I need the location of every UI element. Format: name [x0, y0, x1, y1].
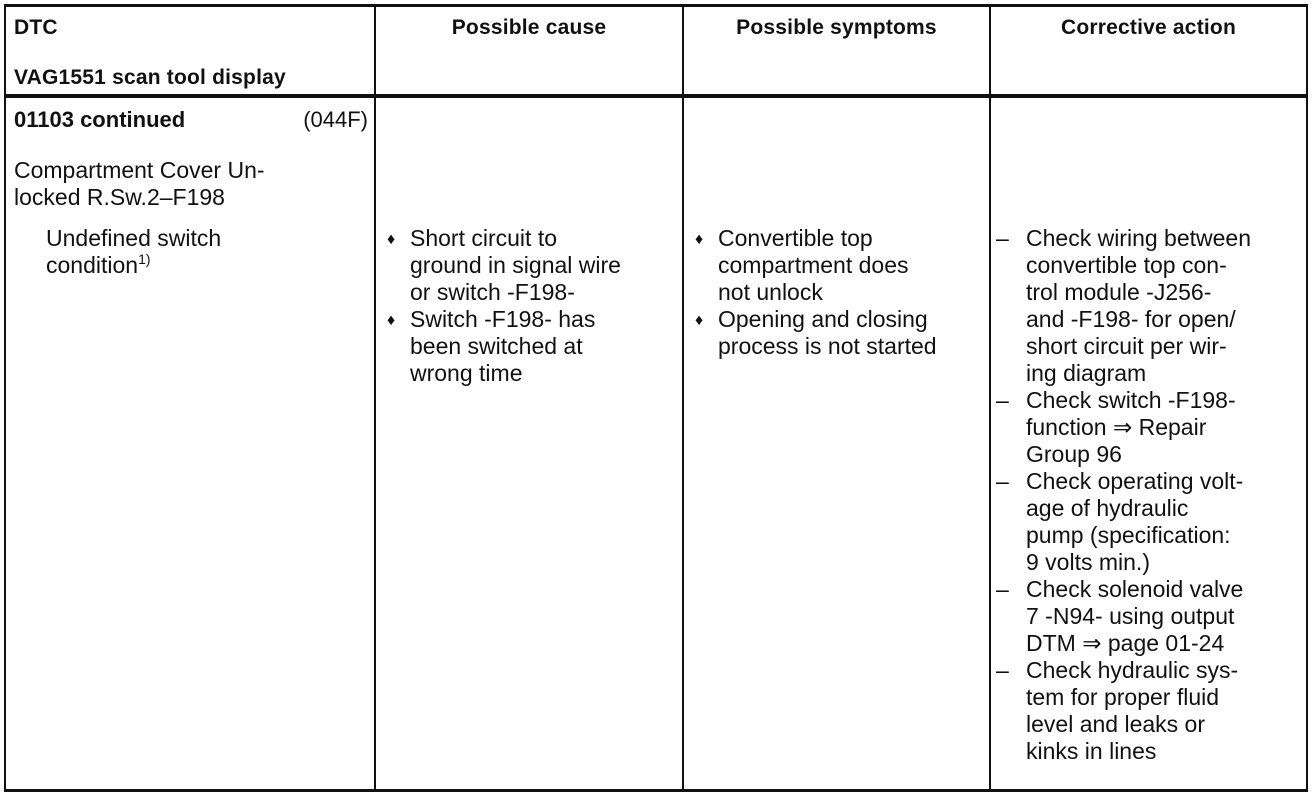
dash-marker: – — [996, 387, 1009, 413]
symptom-line: Opening and closing — [718, 306, 928, 332]
action-line: tem for proper fluid — [1026, 684, 1220, 710]
cause-line: wrong time — [410, 360, 523, 386]
action-item — [992, 657, 1304, 765]
action-line: Group 96 — [1026, 441, 1122, 467]
symptom-item — [692, 225, 987, 306]
action-line: pump (specification: — [1026, 522, 1231, 548]
dash-marker: – — [996, 576, 1009, 602]
bullet-diamond-icon: ♦ — [387, 231, 396, 248]
bullet-diamond-icon: ♦ — [387, 312, 396, 329]
action-line: Check switch -F198- — [1026, 387, 1236, 413]
column-divider-2 — [682, 4, 684, 792]
header-dtc-line2: VAG1551 scan tool display — [14, 66, 286, 89]
cause-item — [384, 225, 680, 306]
switch-condition-text: condition — [46, 252, 139, 278]
cause-line: Switch -F198- has — [410, 306, 596, 332]
header-possible-symptoms: Possible symptoms — [736, 16, 937, 39]
action-line: Check hydraulic sys- — [1026, 657, 1239, 683]
table-bottom-border — [4, 789, 1308, 792]
switch-condition-line2 — [46, 252, 366, 279]
dtc-code: 01103 continued — [14, 107, 186, 132]
bullet-diamond-icon: ♦ — [695, 312, 704, 329]
action-line: short circuit per wir- — [1026, 333, 1227, 359]
action-line: Check solenoid valve — [1026, 576, 1244, 602]
cause-line: Short circuit to — [410, 225, 557, 251]
action-line: level and leaks or — [1026, 711, 1205, 737]
dash-marker: – — [996, 468, 1009, 494]
dtc-hex-code: (044F) — [303, 107, 368, 132]
action-line: and -F198- for open/ — [1026, 306, 1236, 332]
component-name-line1: Compartment Cover Un- — [14, 157, 265, 183]
header-corrective-action: Corrective action — [1061, 16, 1236, 39]
table-left-border — [4, 4, 6, 792]
action-line: age of hydraulic — [1026, 495, 1189, 521]
dash-marker: – — [996, 225, 1009, 251]
action-line: function ⇒ Repair — [1026, 414, 1207, 440]
symptom-line: not unlock — [718, 279, 823, 305]
action-item — [992, 576, 1304, 657]
header-possible-cause: Possible cause — [451, 16, 607, 39]
action-line: ing diagram — [1026, 360, 1147, 386]
symptom-line: process is not started — [718, 333, 937, 359]
column-divider-1 — [374, 4, 376, 792]
action-line: 9 volts min.) — [1026, 549, 1150, 575]
header-dtc-line1: DTC — [14, 16, 58, 39]
cause-list — [384, 225, 680, 387]
dash-marker: – — [996, 657, 1009, 683]
cause-line: ground in signal wire — [410, 252, 621, 278]
bullet-diamond-icon: ♦ — [695, 231, 704, 248]
cause-line: been switched at — [410, 333, 583, 359]
header-divider — [4, 94, 1308, 98]
symptom-line: compartment does — [718, 252, 909, 278]
action-line: 7 -N94- using output — [1026, 603, 1235, 629]
symptom-item — [692, 306, 987, 360]
action-line: convertible top con- — [1026, 252, 1227, 278]
switch-condition-line1: Undefined switch — [46, 225, 222, 251]
header-dtc — [14, 14, 369, 91]
switch-condition — [46, 225, 366, 279]
cause-item — [384, 306, 680, 387]
action-line: Check wiring between — [1026, 225, 1252, 251]
action-item — [992, 387, 1304, 468]
action-item — [992, 225, 1304, 387]
component-name-line2: locked R.Sw.2–F198 — [14, 184, 225, 210]
action-list — [992, 225, 1304, 765]
action-item — [992, 468, 1304, 576]
action-line: kinks in lines — [1026, 738, 1157, 764]
footnote-marker: 1) — [138, 251, 151, 267]
column-divider-3 — [989, 4, 991, 792]
table-right-border — [1306, 4, 1308, 792]
table-top-border — [4, 4, 1308, 7]
action-line: Check operating volt- — [1026, 468, 1244, 494]
action-line: DTM ⇒ page 01-24 — [1026, 630, 1225, 656]
symptom-list — [692, 225, 987, 360]
cause-line: or switch -F198- — [410, 279, 575, 305]
component-name — [14, 157, 369, 211]
action-line: trol module -J256- — [1026, 279, 1212, 305]
symptom-line: Convertible top — [718, 225, 873, 251]
